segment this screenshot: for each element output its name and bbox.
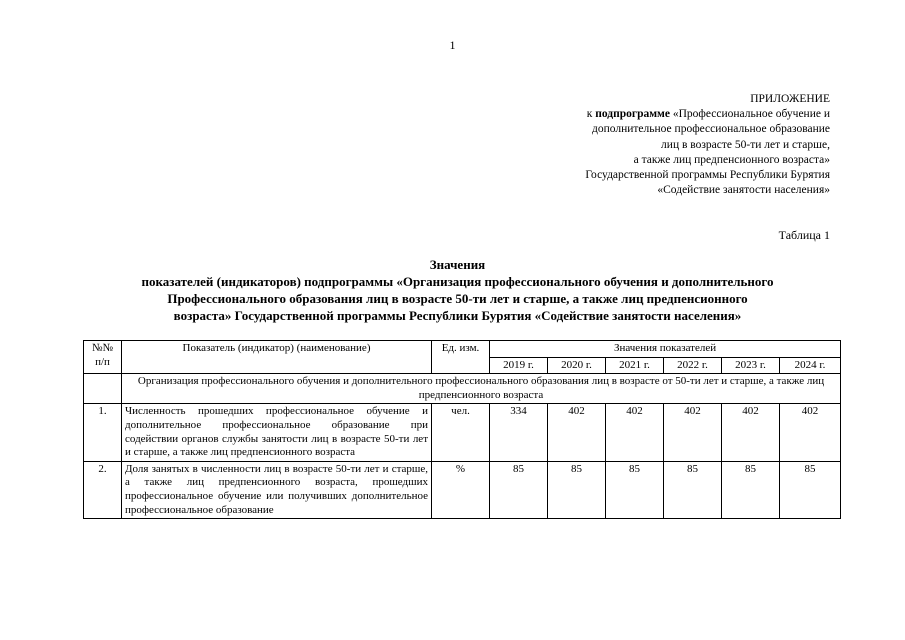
header-year: 2023 г. xyxy=(722,357,780,374)
row-unit: чел. xyxy=(432,404,490,461)
appendix-line-2-rest: «Профессиональное обучение и xyxy=(670,108,830,121)
header-num: №№ п/п xyxy=(84,341,122,374)
table-row xyxy=(84,461,841,518)
header-year: 2024 г. xyxy=(780,357,841,374)
title-line-1: Значения xyxy=(429,257,486,272)
header-year: 2020 г. xyxy=(548,357,606,374)
appendix-title: ПРИЛОЖЕНИЕ xyxy=(750,93,830,105)
indicators-table xyxy=(83,340,841,519)
appendix-prefix: к xyxy=(586,108,596,121)
row-value: 402 xyxy=(606,404,664,461)
section-empty-cell xyxy=(84,374,122,404)
appendix-line-4: лиц в возрасте 50-ти лет и старше, xyxy=(661,138,830,151)
row-value: 85 xyxy=(664,461,722,518)
header-year: 2021 г. xyxy=(606,357,664,374)
row-value: 402 xyxy=(780,404,841,461)
appendix-line-6: Государственной программы Республики Бурятия xyxy=(585,169,830,182)
appendix-line-2 xyxy=(500,107,830,122)
appendix-bold-word: подпрограмме xyxy=(595,108,670,121)
section-row xyxy=(84,374,841,404)
row-value: 402 xyxy=(548,404,606,461)
table-row xyxy=(84,404,841,461)
row-num: 2. xyxy=(84,461,122,518)
row-value: 85 xyxy=(722,461,780,518)
table-label: Таблица 1 xyxy=(778,228,830,242)
section-title: Организация профессионального обучения и дополнительного профессионального образования лиц в возрасте от 50-ти лет и старше, а также лиц предпенсионного возраста xyxy=(122,374,841,404)
header-year: 2019 г. xyxy=(490,357,548,374)
table-header-row-1 xyxy=(84,341,841,358)
header-indicator: Показатель (индикатор) (наименование) xyxy=(122,341,432,374)
appendix-line-7: «Содействие занятости населения» xyxy=(657,184,830,197)
page-number: 1 xyxy=(449,38,456,52)
header-values-group: Значения показателей xyxy=(490,341,841,358)
title-line-3: Профессионального образования лиц в возрасте 50-ти лет и старше, а также лиц предпенсионного xyxy=(167,291,748,306)
row-value: 334 xyxy=(490,404,548,461)
appendix-header xyxy=(500,92,830,198)
row-value: 402 xyxy=(722,404,780,461)
row-unit: % xyxy=(432,461,490,518)
row-value: 85 xyxy=(606,461,664,518)
appendix-line-5: а также лиц предпенсионного возраста» xyxy=(633,153,830,166)
row-num: 1. xyxy=(84,404,122,461)
header-year: 2022 г. xyxy=(664,357,722,374)
title-line-2: показателей (индикаторов) подпрограммы «Организация профессионального обучения и дополнительного xyxy=(141,274,774,289)
row-value: 85 xyxy=(490,461,548,518)
row-value: 85 xyxy=(548,461,606,518)
header-unit: Ед. изм. xyxy=(432,341,490,374)
title-line-4: возраста» Государственной программы Республики Бурятия «Содействие занятости населения» xyxy=(173,308,742,323)
appendix-line-3: дополнительное профессиональное образование xyxy=(592,123,830,136)
row-value: 402 xyxy=(664,404,722,461)
row-value: 85 xyxy=(780,461,841,518)
document-title xyxy=(60,256,855,324)
row-indicator: Доля занятых в численности лиц в возрасте 50-ти лет и старше, а также лиц предпенсионного возраста, прошедших профессиональное обучение или получивших дополнительное профессиональное образование xyxy=(122,461,432,518)
row-indicator: Численность прошедших профессиональное обучение и дополнительное профессиональное образование при содействии органов службы занятости лиц в возрасте 50-ти лет и старше, а также лиц предпенсионного возраста xyxy=(122,404,432,461)
